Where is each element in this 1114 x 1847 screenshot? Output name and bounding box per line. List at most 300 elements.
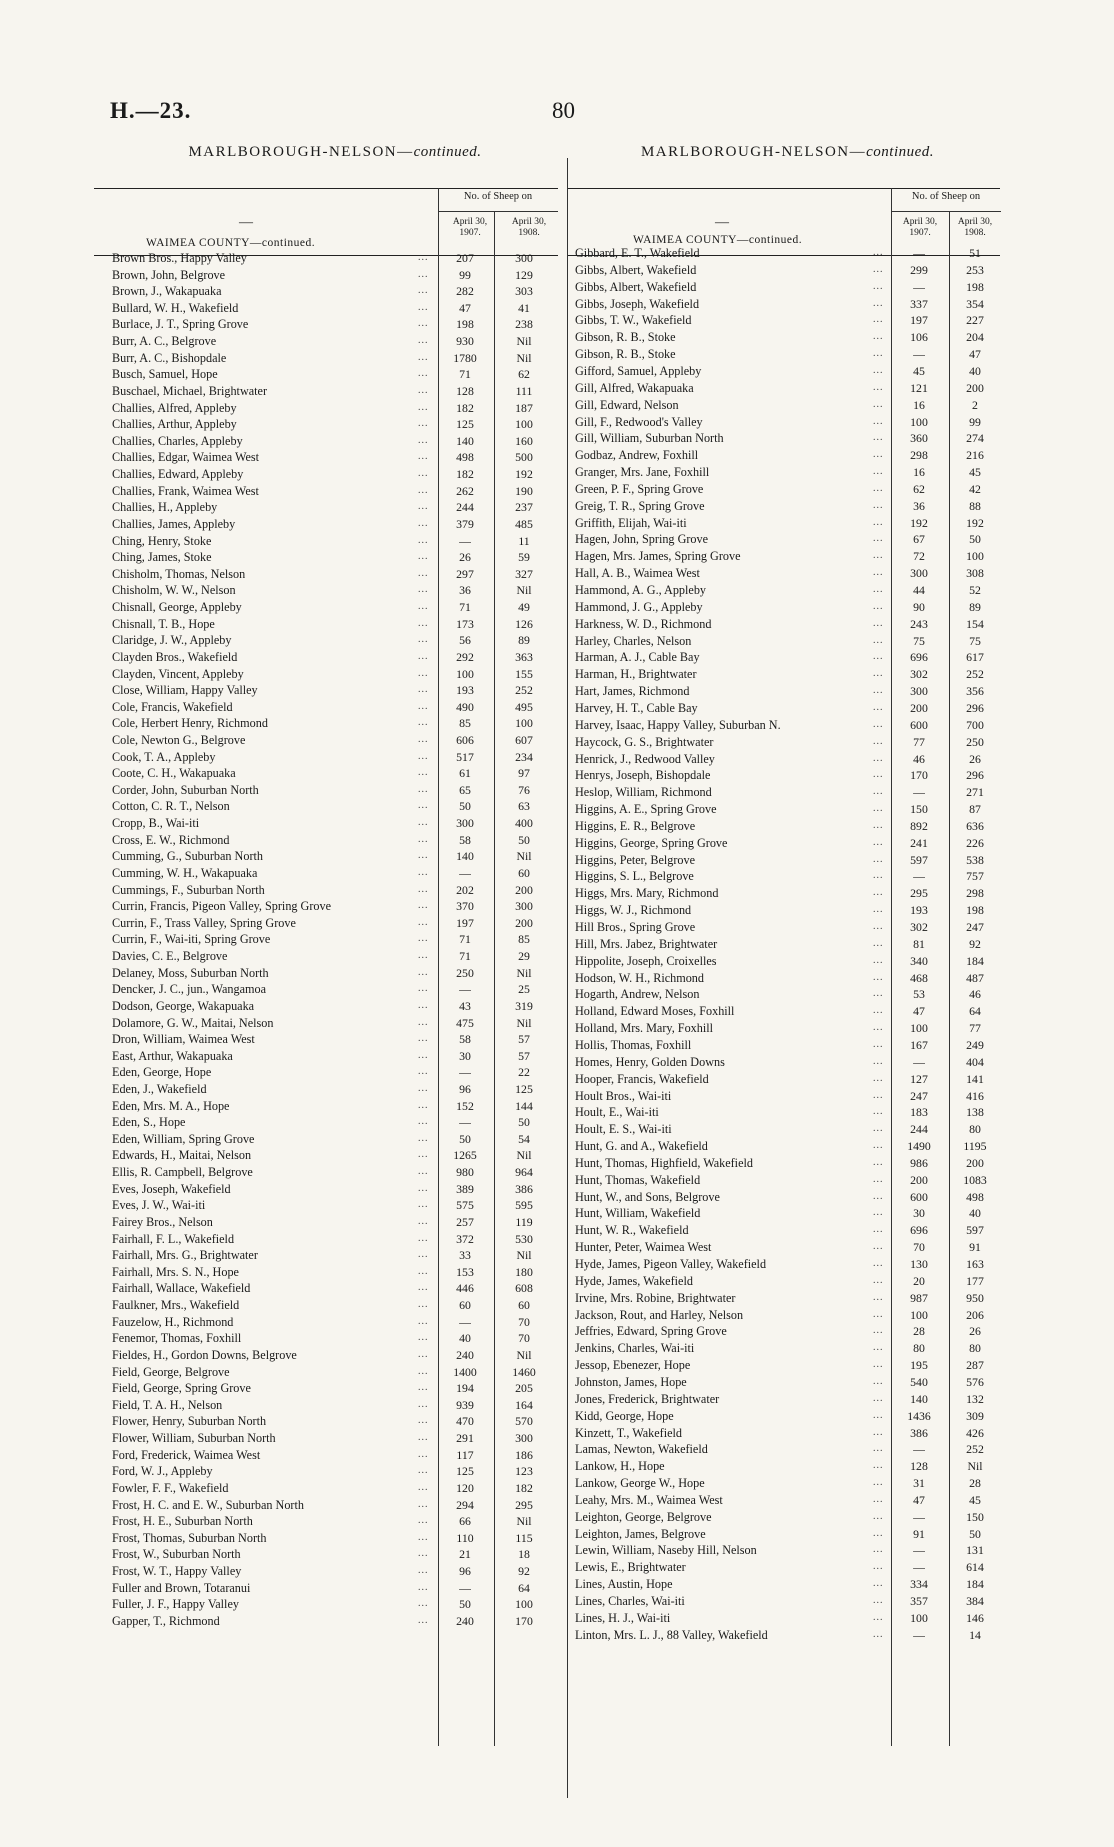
table-row: [112, 632, 558, 649]
table-row: [575, 1239, 1000, 1256]
entry-name: Heslop, William, Richmond: [575, 785, 712, 800]
leader-dots: ...: [418, 1415, 429, 1427]
entry-name: Flower, Henry, Suburban North: [112, 1414, 267, 1429]
table-row: [575, 312, 1000, 329]
count-1908: 80: [969, 1341, 981, 1356]
entry-name: Challies, Arthur, Appleby: [112, 417, 237, 432]
count-1907: 47: [459, 300, 471, 315]
count-1907: 20: [913, 1273, 925, 1288]
entry-name: Kinzett, T., Wakefield: [575, 1425, 682, 1440]
count-1907: 26: [459, 550, 471, 565]
entry-name: Jessop, Ebenezer, Hope: [575, 1358, 691, 1373]
count-1908: 308: [966, 566, 984, 581]
table-row: [112, 848, 558, 865]
leader-dots: ...: [418, 667, 429, 679]
entry-name: Fieldes, H., Gordon Downs, Belgrove: [112, 1347, 297, 1362]
leader-dots: ...: [873, 1510, 884, 1522]
count-1908: 495: [515, 699, 533, 714]
entry-name: Gibbs, Joseph, Wakefield: [575, 296, 700, 311]
count-1907: 16: [913, 465, 925, 480]
entry-name: Hodson, W. H., Richmond: [575, 970, 704, 985]
leader-dots: ...: [418, 1581, 429, 1593]
leader-dots: ...: [418, 1332, 429, 1344]
count-1907: 389: [456, 1181, 474, 1196]
count-1908: 296: [966, 700, 984, 715]
entry-name: Granger, Mrs. Jane, Foxhill: [575, 465, 710, 480]
count-1907: 100: [910, 1021, 928, 1036]
table-row: [575, 919, 1000, 936]
count-1907: 140: [910, 1391, 928, 1406]
entry-name: Lines, H. J., Wai-iti: [575, 1610, 671, 1625]
count-1908: 100: [515, 417, 533, 432]
entry-name: Brown, John, Belgrove: [112, 267, 226, 282]
count-1908: 47: [969, 347, 981, 362]
table-row: [575, 430, 1000, 447]
count-1908: 155: [515, 666, 533, 681]
table-row: [112, 715, 558, 732]
table-row: [575, 1627, 1000, 1644]
entry-name: Holland, Mrs. Mary, Foxhill: [575, 1021, 714, 1036]
leader-dots: ...: [873, 398, 884, 410]
count-1908: 45: [969, 465, 981, 480]
count-1908: 64: [518, 1580, 530, 1595]
leader-dots: ...: [873, 617, 884, 629]
leader-dots: ...: [873, 971, 884, 983]
count-1908: 144: [515, 1098, 533, 1113]
table-row: [575, 1205, 1000, 1222]
count-1907: 128: [456, 383, 474, 398]
table-row: [112, 832, 558, 849]
count-1907: 85: [459, 716, 471, 731]
count-1907: 130: [910, 1257, 928, 1271]
entry-name: Higgins, S. L., Belgrove: [575, 869, 694, 884]
leader-dots: ...: [873, 1072, 884, 1084]
entry-name: Chisholm, W. W., Nelson: [112, 583, 236, 598]
entry-name: Eves, J. W., Wai-iti: [112, 1198, 206, 1213]
table-row: [112, 1048, 558, 1065]
table-row: [112, 250, 558, 267]
table-row: [112, 466, 558, 483]
table-row: [112, 948, 558, 965]
count-1907: 540: [910, 1374, 928, 1389]
table-row: [575, 868, 1000, 885]
count-1907: 597: [910, 852, 928, 867]
entry-name: Cross, E. W., Richmond: [112, 832, 230, 847]
count-1908: 607: [515, 732, 533, 747]
count-1907: 53: [913, 987, 925, 1002]
entry-name: Hill, Mrs. Jabez, Brightwater: [575, 936, 718, 951]
entry-name: Gill, William, Suburban North: [575, 431, 724, 446]
count-1907: 33: [459, 1248, 471, 1263]
table-row: [575, 700, 1000, 717]
count-1907: 100: [910, 1307, 928, 1322]
table-row: [575, 1542, 1000, 1559]
count-1908: 617: [966, 650, 984, 665]
leader-dots: ...: [418, 1149, 429, 1161]
count-1907: 1400: [453, 1364, 477, 1379]
entry-name: Lankow, George W., Hope: [575, 1476, 705, 1491]
count-1908: 1083: [963, 1172, 987, 1187]
count-1908: 184: [966, 1577, 984, 1592]
leader-dots: ...: [418, 434, 429, 446]
count-1908: 227: [966, 313, 984, 328]
count-1908: Nil: [516, 965, 532, 980]
count-1907: 61: [459, 766, 471, 781]
count-1907: 45: [913, 363, 925, 378]
table-row: [575, 1054, 1000, 1071]
leader-dots: ...: [418, 866, 429, 878]
count-1908: 154: [966, 616, 984, 631]
count-1907: 291: [456, 1431, 474, 1446]
entry-name: Ford, W. J., Appleby: [112, 1464, 213, 1479]
table-row: [575, 734, 1000, 751]
count-1907: 600: [910, 1189, 928, 1204]
leader-dots: ...: [418, 883, 429, 895]
entry-name: Eden, S., Hope: [112, 1115, 186, 1130]
entry-name: Gill, Edward, Nelson: [575, 397, 679, 412]
count-1907: 60: [459, 1298, 471, 1313]
count-1908: 237: [515, 500, 533, 515]
leader-dots: ...: [418, 783, 429, 795]
table-row: [112, 1131, 558, 1148]
entry-name: Currin, F., Trass Valley, Spring Grove: [112, 915, 296, 930]
entry-name: Clayden Bros., Wakefield: [112, 649, 238, 664]
leader-dots: ...: [873, 752, 884, 764]
count-1907: 58: [459, 832, 471, 847]
count-1907: 987: [910, 1290, 928, 1305]
entry-name: Challies, H., Appleby: [112, 500, 218, 515]
entry-name: Busch, Samuel, Hope: [112, 367, 218, 382]
count-1908: 76: [518, 782, 530, 797]
table-row: [575, 447, 1000, 464]
count-1908: 52: [969, 583, 981, 597]
count-1908: 206: [966, 1307, 984, 1322]
table-row: [575, 649, 1000, 666]
table-row: [112, 1197, 558, 1214]
page-ref: H.—23.: [110, 98, 192, 123]
leader-dots: ...: [873, 887, 884, 899]
count-1908: 80: [969, 1122, 981, 1137]
count-1908: 1195: [963, 1139, 987, 1154]
leader-dots: ...: [418, 684, 429, 696]
count-1907: 357: [910, 1594, 928, 1608]
count-1908: 131: [966, 1543, 984, 1558]
count-1907: 892: [910, 818, 928, 833]
leader-dots: ...: [873, 499, 884, 511]
leader-dots: ...: [873, 1342, 884, 1354]
count-1908: 129: [515, 267, 533, 282]
leader-dots: ...: [418, 833, 429, 845]
table-row: [575, 531, 1000, 548]
count-1907: —: [913, 279, 925, 294]
entry-name: Fairhall, Mrs. S. N., Hope: [112, 1264, 239, 1279]
entry-name: Haycock, G. S., Brightwater: [575, 734, 714, 749]
count-1907: 295: [910, 886, 928, 901]
entry-name: Irvine, Mrs. Robine, Brightwater: [575, 1290, 736, 1305]
leader-dots: ...: [873, 718, 884, 730]
count-1907: 498: [456, 450, 474, 465]
table-row: [112, 1264, 558, 1281]
table-row: [575, 902, 1000, 919]
count-1908: 28: [969, 1476, 981, 1491]
count-1907: 30: [459, 1048, 471, 1063]
leader-dots: ...: [418, 750, 429, 762]
leader-dots: ...: [873, 1477, 884, 1489]
entry-name: Dodson, George, Wakapuaka: [112, 998, 255, 1013]
entry-name: Lankow, H., Hope: [575, 1459, 665, 1474]
entry-name: Brown Bros., Happy Valley: [112, 251, 247, 265]
count-1907: 47: [913, 1004, 925, 1019]
leader-dots: ...: [873, 415, 884, 427]
section-title-text: MARLBOROUGH-NELSON—: [188, 144, 414, 160]
table-row: [112, 1347, 558, 1364]
table-row: [112, 682, 558, 699]
entry-name: Fenemor, Thomas, Foxhill: [112, 1331, 242, 1346]
table-row: [112, 1231, 558, 1248]
table-row: [575, 1323, 1000, 1340]
table-row: [575, 616, 1000, 633]
count-1908: 146: [966, 1610, 984, 1625]
entry-name: Jones, Frederick, Brightwater: [575, 1391, 720, 1406]
count-1907: 294: [456, 1497, 474, 1512]
leader-dots: ...: [873, 331, 884, 343]
count-1908: 271: [966, 785, 984, 800]
leader-dots: ...: [873, 853, 884, 865]
table-row: [575, 1273, 1000, 1290]
count-1908: 97: [518, 766, 530, 781]
count-1908: 170: [515, 1613, 533, 1628]
leader-dots: ...: [873, 1291, 884, 1303]
table-row: [575, 1172, 1000, 1189]
count-1908: 77: [969, 1021, 981, 1036]
entry-name: Greig, T. R., Spring Grove: [575, 498, 705, 513]
table-row: [575, 751, 1000, 768]
leader-dots: ...: [873, 634, 884, 646]
entry-name: Frost, W. T., Happy Valley: [112, 1563, 242, 1578]
count-1907: 30: [913, 1206, 925, 1221]
leader-dots: ...: [418, 1066, 429, 1078]
table-row: [112, 882, 558, 899]
entry-name: Linton, Mrs. L. J., 88 Valley, Wakefield: [575, 1627, 768, 1642]
count-1907: 71: [459, 949, 471, 964]
count-1908: 426: [966, 1425, 984, 1440]
table-row: [112, 865, 558, 882]
table-row: [575, 1088, 1000, 1105]
count-1907: 300: [910, 684, 928, 699]
count-1907: 150: [910, 802, 928, 817]
entry-name: Frost, H. E., Suburban North: [112, 1514, 253, 1529]
entry-name: Dron, William, Waimea West: [112, 1032, 255, 1047]
count-1907: 140: [456, 849, 474, 864]
count-1907: —: [913, 1054, 925, 1069]
table-row: [575, 329, 1000, 346]
table-row: [112, 1330, 558, 1347]
leader-dots: ...: [873, 1055, 884, 1067]
leader-dots: ...: [873, 1207, 884, 1219]
count-1908: 363: [515, 649, 533, 664]
table-row: [112, 798, 558, 815]
leader-dots: ...: [418, 817, 429, 829]
count-1908: Nil: [516, 334, 532, 349]
count-1907: 47: [913, 1492, 925, 1507]
leader-dots: ...: [873, 449, 884, 461]
entry-name: Lines, Austin, Hope: [575, 1577, 673, 1592]
count-1908: 75: [969, 633, 981, 648]
col-1907-header: April 30, 1907.: [452, 217, 488, 238]
count-1908: Nil: [516, 583, 532, 598]
count-1907: 198: [456, 317, 474, 332]
count-1907: —: [459, 1065, 471, 1080]
entry-name: Hooper, Francis, Wakefield: [575, 1071, 709, 1086]
count-1908: 99: [969, 414, 981, 429]
entry-name: Hoult, E., Wai-iti: [575, 1105, 659, 1120]
entry-name: Field, George, Belgrove: [112, 1364, 230, 1379]
table-row: [575, 1104, 1000, 1121]
leader-dots: ...: [873, 280, 884, 292]
leader-dots: ...: [418, 999, 429, 1011]
table-row: [575, 296, 1000, 313]
leader-dots: ...: [873, 348, 884, 360]
count-1908: 49: [518, 600, 530, 615]
count-1908: 87: [969, 802, 981, 817]
count-1907: —: [913, 246, 925, 260]
table-row: [112, 981, 558, 998]
table-row: [575, 1071, 1000, 1088]
count-1908: 487: [966, 970, 984, 985]
table-row: [575, 1610, 1000, 1627]
count-1908: 91: [969, 1240, 981, 1255]
leader-dots: ...: [418, 634, 429, 646]
count-1908: 252: [515, 683, 533, 698]
count-1908: Nil: [516, 1347, 532, 1362]
count-1907: 106: [910, 330, 928, 345]
count-1907: —: [459, 1115, 471, 1130]
count-1907: 243: [910, 616, 928, 631]
count-1908: 238: [515, 317, 533, 332]
count-1908: 198: [966, 903, 984, 918]
entry-name: Currin, F., Wai-iti, Spring Grove: [112, 932, 271, 947]
entry-name: Ching, Henry, Stoke: [112, 533, 212, 548]
count-1908: 41: [518, 300, 530, 315]
table-row: [112, 350, 558, 367]
count-1908: 25: [518, 982, 530, 997]
leader-dots: ...: [873, 1089, 884, 1101]
leader-dots: ...: [873, 567, 884, 579]
count-1907: 244: [910, 1122, 928, 1137]
count-1907: 517: [456, 749, 474, 764]
leader-dots: ...: [418, 1166, 429, 1178]
count-1908: 100: [515, 716, 533, 731]
count-1907: —: [913, 869, 925, 884]
count-1907: 182: [456, 400, 474, 415]
entry-name: Edwards, H., Maitai, Nelson: [112, 1148, 252, 1163]
count-1907: 980: [456, 1165, 474, 1180]
count-1908: 200: [966, 380, 984, 395]
entry-name: Harvey, Isaac, Happy Valley, Suburban N.: [575, 717, 781, 732]
leader-dots: ...: [873, 668, 884, 680]
table-row: [112, 1297, 558, 1314]
count-1908: 126: [515, 616, 533, 631]
count-1907: 193: [456, 683, 474, 698]
count-1908: 62: [518, 367, 530, 382]
count-1907: 297: [456, 566, 474, 581]
entry-name: Gibbard, E. T., Wakefield: [575, 246, 700, 260]
count-1908: 26: [969, 1324, 981, 1339]
count-1907: 986: [910, 1155, 928, 1170]
table-row: [112, 1114, 558, 1131]
leader-dots: ...: [418, 517, 429, 529]
leader-dots: ...: [873, 516, 884, 528]
count-1908: 125: [515, 1082, 533, 1096]
table-row: [112, 1015, 558, 1032]
entry-name: Gifford, Samuel, Appleby: [575, 363, 702, 378]
count-1908: 354: [966, 296, 984, 311]
table-row: [575, 986, 1000, 1003]
leader-dots: ...: [873, 651, 884, 663]
table-row: [112, 1181, 558, 1198]
leader-dots: ...: [873, 1308, 884, 1320]
table-row: [575, 1559, 1000, 1576]
entry-name: Buschael, Michael, Brightwater: [112, 383, 268, 398]
table-row: [112, 599, 558, 616]
entry-name: Dolamore, G. W., Maitai, Nelson: [112, 1015, 274, 1030]
leader-dots: ...: [418, 1299, 429, 1311]
count-1907: 370: [456, 899, 474, 914]
entry-name: Currin, Francis, Pigeon Valley, Spring Grove: [112, 899, 332, 914]
count-1908: 186: [515, 1447, 533, 1462]
count-1907: 77: [913, 734, 925, 749]
count-1907: —: [459, 865, 471, 880]
count-1908: 538: [966, 852, 984, 867]
leader-dots: ...: [418, 933, 429, 945]
section-title-text: MARLBOROUGH-NELSON—: [640, 144, 867, 160]
table-row: [575, 1509, 1000, 1526]
count-1907: 36: [913, 498, 925, 513]
leader-dots: ...: [873, 432, 884, 444]
count-1908: 160: [515, 433, 533, 448]
leader-dots: ...: [418, 1531, 429, 1543]
leader-dots: ...: [873, 364, 884, 376]
count-1908: 46: [969, 987, 981, 1002]
count-1907: 62: [913, 481, 925, 496]
table-row: [575, 599, 1000, 616]
count-1907: 470: [456, 1414, 474, 1429]
count-1908: 57: [518, 1048, 530, 1063]
count-1908: 498: [966, 1189, 984, 1204]
count-1908: 274: [966, 431, 984, 446]
entry-name: Cummings, F., Suburban North: [112, 882, 265, 897]
table-row: [112, 699, 558, 716]
count-1907: —: [459, 1580, 471, 1595]
count-1907: 66: [459, 1514, 471, 1529]
count-1907: 247: [910, 1088, 928, 1103]
count-1908: 70: [518, 1331, 530, 1346]
leader-dots: ...: [873, 870, 884, 882]
leader-dots: ...: [873, 1325, 884, 1337]
count-1908: Nil: [516, 1248, 532, 1263]
table-row: [112, 1480, 558, 1497]
entry-name: Hyde, James, Pigeon Valley, Wakefield: [575, 1257, 767, 1271]
count-1907: 50: [459, 799, 471, 814]
table-row: [112, 915, 558, 932]
table-row: [575, 970, 1000, 987]
count-1908: 119: [515, 1214, 533, 1229]
leader-dots: ...: [873, 1005, 884, 1017]
entry-name: Hunt, Thomas, Highfield, Wakefield: [575, 1155, 753, 1170]
entry-name: Lines, Charles, Wai-iti: [575, 1594, 685, 1608]
count-1908: 530: [515, 1231, 533, 1246]
count-1908: 141: [966, 1071, 984, 1086]
